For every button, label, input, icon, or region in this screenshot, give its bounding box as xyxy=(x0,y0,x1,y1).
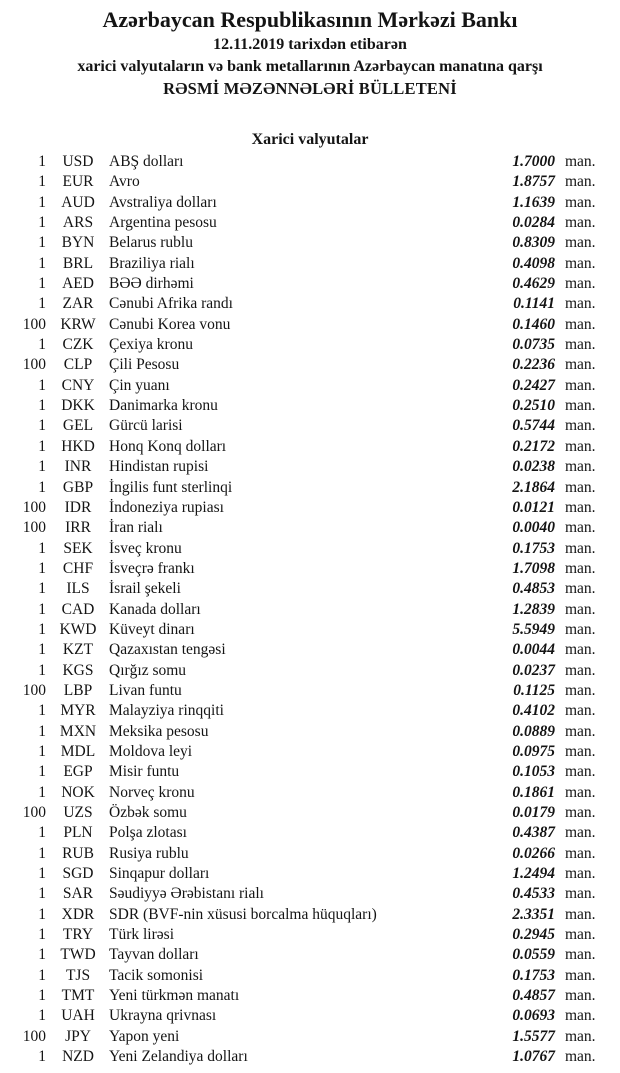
unit-label-cell: man. xyxy=(565,1007,596,1025)
quantity-cell: 1 xyxy=(38,824,46,842)
unit-label-cell: man. xyxy=(565,763,596,781)
unit-label-cell: man. xyxy=(565,417,596,435)
quantity-cell: 1 xyxy=(38,966,46,984)
rate-value-cell: 1.2839 xyxy=(512,600,555,618)
currency-code-cell: EGP xyxy=(63,763,93,781)
currency-row xyxy=(0,1006,620,1026)
unit-label-cell: man. xyxy=(565,1027,596,1045)
unit-label-cell: man. xyxy=(565,600,596,618)
document-subtitle: xarici valyutaların və bank metallarının Azərbaycan manatına qarşı xyxy=(77,58,543,75)
currency-name-cell: Norveç kronu xyxy=(109,783,195,801)
currency-name-cell: ABŞ dolları xyxy=(109,153,184,170)
currency-row xyxy=(0,233,620,253)
currency-row xyxy=(0,559,620,579)
unit-label-cell: man. xyxy=(565,234,596,252)
currency-code-cell: NZD xyxy=(62,1048,94,1066)
currency-code-cell: DKK xyxy=(61,397,95,415)
rate-value-cell: 0.1053 xyxy=(512,763,555,781)
currency-row xyxy=(0,884,620,904)
currency-row xyxy=(0,722,620,742)
currency-row xyxy=(0,701,620,721)
quantity-cell: 1 xyxy=(38,865,46,883)
currency-code-cell: INR xyxy=(64,458,92,476)
currency-code-cell: CHF xyxy=(62,559,94,577)
currency-name-cell: Belarus rublu xyxy=(109,234,193,252)
currency-name-cell: SDR (BVF-nin xüsusi borcalma hüquqları) xyxy=(109,905,377,923)
rate-value-cell: 0.4857 xyxy=(512,987,555,1005)
rate-value-cell: 0.0044 xyxy=(512,641,555,659)
currency-row xyxy=(0,376,620,396)
currency-name-cell: BƏƏ dirhəmi xyxy=(109,275,194,293)
currency-code-cell: UAH xyxy=(61,1007,95,1025)
rate-value-cell: 1.5577 xyxy=(512,1027,555,1045)
rate-value-cell: 0.2510 xyxy=(512,397,555,415)
currency-row xyxy=(0,274,620,294)
currency-code-cell: KGS xyxy=(62,661,94,679)
currency-row xyxy=(0,335,620,355)
document-header xyxy=(0,0,620,100)
currency-name-cell: Tayvan dolları xyxy=(109,946,199,964)
quantity-cell: 1 xyxy=(38,742,46,760)
quantity-cell: 1 xyxy=(38,336,46,354)
currency-name-cell: İngilis funt sterlinqi xyxy=(109,478,233,496)
unit-label-cell: man. xyxy=(565,478,596,496)
currency-name-cell: Avstraliya dolları xyxy=(109,193,217,211)
currency-row xyxy=(0,823,620,843)
rate-value-cell: 0.2945 xyxy=(512,926,555,944)
currency-name-cell: Meksika pesosu xyxy=(109,722,209,740)
currency-code-cell: JPY xyxy=(65,1027,91,1045)
rate-value-cell: 0.1753 xyxy=(512,539,555,557)
unit-label-cell: man. xyxy=(565,905,596,923)
rate-value-cell: 1.2494 xyxy=(512,865,555,883)
quantity-cell: 1 xyxy=(38,987,46,1005)
exchange-rates-table xyxy=(0,152,620,1067)
currency-name-cell: Braziliya rialı xyxy=(109,254,195,272)
currency-row xyxy=(0,437,620,457)
rate-value-cell: 0.4387 xyxy=(512,824,555,842)
rate-value-cell: 2.3351 xyxy=(512,905,555,923)
currency-name-cell: Yeni Zelandiya dolları xyxy=(109,1048,248,1066)
unit-label-cell: man. xyxy=(565,356,596,374)
currency-row xyxy=(0,498,620,518)
rate-value-cell: 0.2172 xyxy=(512,437,555,455)
currency-name-cell: Rusiya rublu xyxy=(109,844,189,862)
bank-name: Azərbaycan Respublikasının Mərkəzi Bankı xyxy=(102,7,518,32)
rate-value-cell: 1.7098 xyxy=(512,559,555,577)
currency-row xyxy=(0,661,620,681)
quantity-cell: 1 xyxy=(38,397,46,415)
currency-row xyxy=(0,416,620,436)
unit-label-cell: man. xyxy=(565,437,596,455)
currency-name-cell: Malayziya rinqqiti xyxy=(109,702,224,720)
unit-label-cell: man. xyxy=(565,498,596,516)
currency-code-cell: SAR xyxy=(62,885,94,903)
quantity-cell: 100 xyxy=(22,519,46,537)
unit-label-cell: man. xyxy=(565,214,596,232)
currency-row xyxy=(0,193,620,213)
rate-value-cell: 0.0693 xyxy=(512,1007,555,1025)
quantity-cell: 1 xyxy=(38,885,46,903)
currency-row xyxy=(0,945,620,965)
currency-name-cell: Avro xyxy=(109,173,140,191)
currency-name-cell: Cənubi Korea vonu xyxy=(109,315,231,333)
currency-row xyxy=(0,803,620,823)
currency-row xyxy=(0,457,620,477)
currency-name-cell: Türk lirəsi xyxy=(109,926,174,944)
quantity-cell: 1 xyxy=(38,478,46,496)
unit-label-cell: man. xyxy=(565,620,596,638)
currency-code-cell: EUR xyxy=(62,173,94,191)
currency-row xyxy=(0,1047,620,1067)
currency-name-cell: Çin yuanı xyxy=(109,376,170,394)
currency-code-cell: ILS xyxy=(66,580,90,598)
quantity-cell: 100 xyxy=(22,1027,46,1045)
currency-code-cell: MYR xyxy=(60,702,96,720)
rate-value-cell: 0.0284 xyxy=(512,214,555,232)
quantity-cell: 1 xyxy=(38,559,46,577)
quantity-cell: 1 xyxy=(38,844,46,862)
quantity-cell: 1 xyxy=(38,214,46,232)
quantity-cell: 1 xyxy=(38,275,46,293)
quantity-cell: 1 xyxy=(38,600,46,618)
quantity-cell: 1 xyxy=(38,376,46,394)
currency-code-cell: TRY xyxy=(62,926,94,944)
unit-label-cell: man. xyxy=(565,783,596,801)
unit-label-cell: man. xyxy=(565,722,596,740)
unit-label-cell: man. xyxy=(565,559,596,577)
unit-label-cell: man. xyxy=(565,681,596,699)
rate-value-cell: 1.8757 xyxy=(512,173,555,191)
currency-row xyxy=(0,844,620,864)
unit-label-cell: man. xyxy=(565,804,596,821)
unit-label-cell: man. xyxy=(565,1048,596,1066)
currency-code-cell: CNY xyxy=(61,376,95,394)
quantity-cell: 1 xyxy=(38,580,46,598)
quantity-cell: 100 xyxy=(22,315,46,333)
currency-code-cell: XDR xyxy=(61,905,95,923)
currency-code-cell: IRR xyxy=(65,519,91,537)
quantity-cell: 1 xyxy=(38,926,46,944)
unit-label-cell: man. xyxy=(565,315,596,333)
currency-name-cell: Sinqapur dolları xyxy=(109,865,210,883)
rate-value-cell: 0.0975 xyxy=(512,742,555,760)
currency-row xyxy=(0,478,620,498)
currency-row xyxy=(0,681,620,701)
section-title-foreign-currencies: Xarici valyutalar xyxy=(251,131,369,148)
quantity-cell: 1 xyxy=(38,763,46,781)
rate-value-cell: 0.4629 xyxy=(512,275,555,293)
rate-value-cell: 0.0559 xyxy=(512,946,555,964)
unit-label-cell: man. xyxy=(565,946,596,964)
quantity-cell: 100 xyxy=(22,356,46,374)
rate-value-cell: 0.0266 xyxy=(512,844,555,862)
rate-value-cell: 0.2236 xyxy=(512,356,555,374)
currency-row xyxy=(0,213,620,233)
currency-row xyxy=(0,355,620,375)
currency-code-cell: SGD xyxy=(62,865,94,883)
currency-code-cell: CZK xyxy=(62,336,94,354)
currency-row xyxy=(0,783,620,803)
quantity-cell: 1 xyxy=(38,153,46,170)
rate-value-cell: 5.5949 xyxy=(512,620,555,638)
currency-row xyxy=(0,396,620,416)
rate-value-cell: 0.0179 xyxy=(512,804,555,821)
unit-label-cell: man. xyxy=(565,254,596,272)
currency-row xyxy=(0,986,620,1006)
currency-code-cell: TMT xyxy=(61,987,95,1005)
currency-name-cell: Səudiyyə Ərəbistanı rialı xyxy=(109,885,264,903)
unit-label-cell: man. xyxy=(565,844,596,862)
currency-code-cell: KZT xyxy=(62,641,94,659)
unit-label-cell: man. xyxy=(565,885,596,903)
unit-label-cell: man. xyxy=(565,865,596,883)
currency-row xyxy=(0,640,620,660)
rate-value-cell: 0.1753 xyxy=(512,966,555,984)
quantity-cell: 1 xyxy=(38,1007,46,1025)
currency-code-cell: AED xyxy=(62,275,94,293)
currency-code-cell: KRW xyxy=(60,315,96,333)
rate-value-cell: 0.0735 xyxy=(512,336,555,354)
rate-value-cell: 0.1861 xyxy=(512,783,555,801)
unit-label-cell: man. xyxy=(565,641,596,659)
rate-value-cell: 0.2427 xyxy=(512,376,555,394)
currency-name-cell: İran rialı xyxy=(109,519,163,537)
unit-label-cell: man. xyxy=(565,519,596,537)
quantity-cell: 1 xyxy=(38,458,46,476)
quantity-cell: 1 xyxy=(38,661,46,679)
currency-row xyxy=(0,518,620,538)
currency-row xyxy=(0,864,620,884)
currency-code-cell: IDR xyxy=(64,498,92,516)
currency-name-cell: İsveç kronu xyxy=(109,539,182,557)
currency-row xyxy=(0,742,620,762)
unit-label-cell: man. xyxy=(565,580,596,598)
rate-value-cell: 0.1460 xyxy=(512,315,555,333)
currency-code-cell: BRL xyxy=(62,254,94,272)
rate-value-cell: 0.0889 xyxy=(512,722,555,740)
quantity-cell: 1 xyxy=(38,905,46,923)
rate-value-cell: 0.4533 xyxy=(512,885,555,903)
currency-code-cell: ZAR xyxy=(62,295,94,313)
currency-row xyxy=(0,254,620,274)
unit-label-cell: man. xyxy=(565,966,596,984)
rate-value-cell: 0.0238 xyxy=(512,458,555,476)
currency-row xyxy=(0,966,620,986)
currency-code-cell: SEK xyxy=(63,539,93,557)
rate-value-cell: 0.0040 xyxy=(512,519,555,537)
currency-code-cell: LBP xyxy=(63,681,93,699)
quantity-cell: 1 xyxy=(38,437,46,455)
rate-value-cell: 1.7000 xyxy=(512,153,555,170)
currency-name-cell: Moldova leyi xyxy=(109,742,193,760)
currency-name-cell: Yapon yeni xyxy=(109,1027,180,1045)
currency-row xyxy=(0,172,620,192)
currency-name-cell: Çexiya kronu xyxy=(109,336,193,354)
currency-code-cell: TWD xyxy=(60,946,96,964)
quantity-cell: 100 xyxy=(22,804,46,821)
quantity-cell: 100 xyxy=(22,498,46,516)
quantity-cell: 1 xyxy=(38,620,46,638)
rate-value-cell: 0.4853 xyxy=(512,580,555,598)
quantity-cell: 1 xyxy=(38,1048,46,1066)
unit-label-cell: man. xyxy=(565,702,596,720)
currency-code-cell: BYN xyxy=(61,234,95,252)
unit-label-cell: man. xyxy=(565,742,596,760)
quantity-cell: 100 xyxy=(22,681,46,699)
rate-value-cell: 1.0767 xyxy=(512,1048,555,1066)
currency-name-cell: Ukrayna qrivnası xyxy=(109,1007,217,1025)
currency-row xyxy=(0,925,620,945)
rate-value-cell: 0.4098 xyxy=(512,254,555,272)
currency-code-cell: KWD xyxy=(59,620,97,638)
currency-name-cell: Misir funtu xyxy=(109,763,180,781)
currency-code-cell: GEL xyxy=(62,417,94,435)
currency-row xyxy=(0,600,620,620)
currency-name-cell: İsrail şekeli xyxy=(109,580,181,598)
currency-row xyxy=(0,152,620,172)
currency-row xyxy=(0,620,620,640)
currency-name-cell: Yeni türkmən manatı xyxy=(109,987,240,1005)
currency-name-cell: Polşa zlotası xyxy=(109,824,187,842)
currency-code-cell: HKD xyxy=(61,437,95,455)
currency-code-cell: ARS xyxy=(62,214,94,232)
rate-value-cell: 0.4102 xyxy=(512,702,555,720)
currency-row xyxy=(0,539,620,559)
quantity-cell: 1 xyxy=(38,702,46,720)
currency-name-cell: Özbək somu xyxy=(109,804,187,821)
currency-code-cell: UZS xyxy=(63,804,93,821)
quantity-cell: 1 xyxy=(38,783,46,801)
currency-code-cell: CLP xyxy=(63,356,93,374)
currency-code-cell: AUD xyxy=(61,193,95,211)
currency-code-cell: RUB xyxy=(62,844,94,862)
currency-row xyxy=(0,905,620,925)
unit-label-cell: man. xyxy=(565,376,596,394)
currency-name-cell: İndoneziya rupiası xyxy=(109,498,224,516)
unit-label-cell: man. xyxy=(565,661,596,679)
quantity-cell: 1 xyxy=(38,295,46,313)
unit-label-cell: man. xyxy=(565,275,596,293)
effective-date-line: 12.11.2019 tarixdən etibarən xyxy=(213,36,407,53)
currency-name-cell: Küveyt dinarı xyxy=(109,620,195,638)
currency-row xyxy=(0,579,620,599)
currency-name-cell: Gürcü larisi xyxy=(109,417,183,435)
bulletin-title: RƏSMİ MƏZƏNNƏLƏRİ BÜLLETENİ xyxy=(163,79,457,98)
unit-label-cell: man. xyxy=(565,458,596,476)
currency-code-cell: NOK xyxy=(61,783,95,801)
currency-code-cell: TJS xyxy=(65,966,91,984)
currency-name-cell: Qazaxıstan tengəsi xyxy=(109,641,226,659)
rate-value-cell: 0.0237 xyxy=(512,661,555,679)
currency-code-cell: PLN xyxy=(63,824,93,842)
quantity-cell: 1 xyxy=(38,539,46,557)
currency-name-cell: Livan funtu xyxy=(109,681,182,699)
quantity-cell: 1 xyxy=(38,173,46,191)
currency-name-cell: Tacik somonisi xyxy=(109,966,204,984)
quantity-cell: 1 xyxy=(38,946,46,964)
unit-label-cell: man. xyxy=(565,397,596,415)
unit-label-cell: man. xyxy=(565,926,596,944)
currency-name-cell: Kanada dolları xyxy=(109,600,201,618)
rate-value-cell: 0.1141 xyxy=(513,295,555,313)
rate-value-cell: 0.1125 xyxy=(513,681,555,699)
currency-code-cell: CAD xyxy=(61,600,95,618)
quantity-cell: 1 xyxy=(38,193,46,211)
quantity-cell: 1 xyxy=(38,417,46,435)
unit-label-cell: man. xyxy=(565,173,596,191)
currency-code-cell: USD xyxy=(62,153,94,170)
quantity-cell: 1 xyxy=(38,722,46,740)
currency-name-cell: Danimarka kronu xyxy=(109,397,218,415)
unit-label-cell: man. xyxy=(565,824,596,842)
currency-code-cell: GBP xyxy=(62,478,94,496)
currency-name-cell: Argentina pesosu xyxy=(109,214,217,232)
unit-label-cell: man. xyxy=(565,336,596,354)
quantity-cell: 1 xyxy=(38,234,46,252)
unit-label-cell: man. xyxy=(565,193,596,211)
unit-label-cell: man. xyxy=(565,153,596,170)
unit-label-cell: man. xyxy=(565,987,596,1005)
currency-code-cell: MXN xyxy=(59,722,97,740)
rate-value-cell: 0.8309 xyxy=(512,234,555,252)
currency-name-cell: Çili Pesosu xyxy=(109,356,180,374)
rate-value-cell: 1.1639 xyxy=(512,193,555,211)
rate-value-cell: 0.5744 xyxy=(512,417,555,435)
unit-label-cell: man. xyxy=(565,295,596,313)
quantity-cell: 1 xyxy=(38,641,46,659)
currency-row xyxy=(0,315,620,335)
currency-name-cell: Honq Konq dolları xyxy=(109,437,227,455)
quantity-cell: 1 xyxy=(38,254,46,272)
currency-row xyxy=(0,294,620,314)
currency-name-cell: Hindistan rupisi xyxy=(109,458,209,476)
rate-value-cell: 0.0121 xyxy=(512,498,555,516)
currency-code-cell: MDL xyxy=(60,742,96,760)
currency-name-cell: Cənubi Afrika randı xyxy=(109,295,233,313)
currency-row xyxy=(0,762,620,782)
rate-value-cell: 2.1864 xyxy=(512,478,555,496)
currency-name-cell: İsveçrə frankı xyxy=(109,559,195,577)
currency-name-cell: Qırğız somu xyxy=(109,661,187,679)
currency-row xyxy=(0,1027,620,1047)
unit-label-cell: man. xyxy=(565,539,596,557)
